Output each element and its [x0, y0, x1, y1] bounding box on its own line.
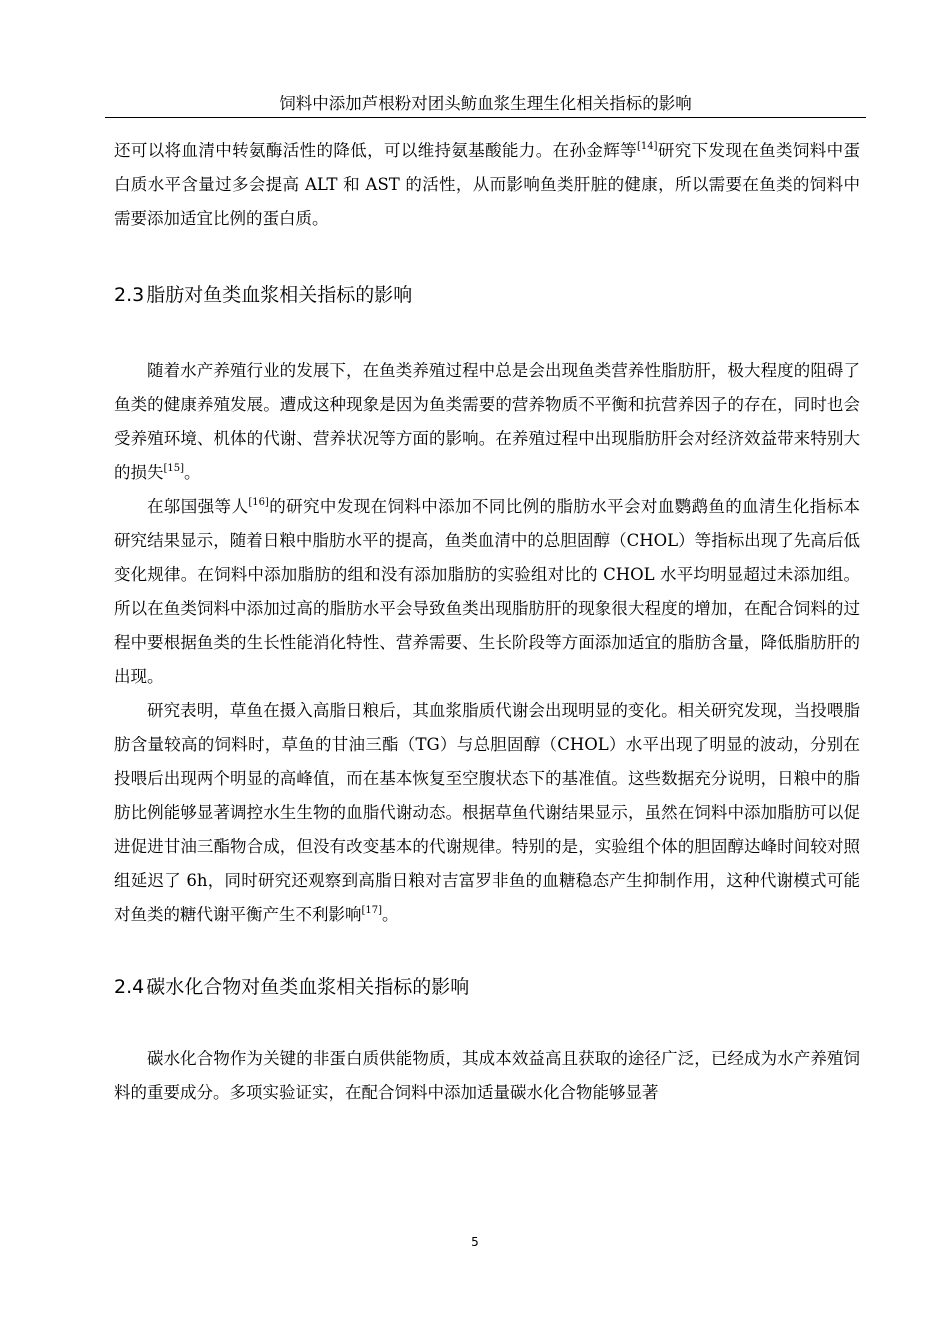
paragraph-text: 研究表明，草鱼在摄入高脂日粮后，其血浆脂质代谢会出现明显的变化。相关研究发现，当投喂脂肪含量较高的饲料时，草鱼的甘油三酯（TG）与总胆固醇（CHOL）水平出现了明显的波动，分别在投喂后出现两个明显的高峰值，而在基本恢复至空腹状态下的基准值。这些数据充分说明，日粮中的脂肪比例能够显著调控水生生物的血脂代谢动态。根据草鱼代谢结果显示，虽然在饲料中添加脂肪可以促进促进甘油三酯物合成，但没有改变基本的代谢规律。特别的是，实验组个体的胆固醇达峰时间较对照组延迟了 6h，同时研究还观察到高脂日粮对吉富罗非鱼的血糖稳态产生抑制作用，这种代谢模式可能对鱼类的糖代谢平衡产生不利影响 [114, 701, 860, 924]
paragraph-text: 研究下发现在鱼类饲料中蛋白质水平含量过多会提高 ALT 和 AST 的活性，从而影响鱼类肝脏的健康，所以需要在鱼类的饲料中需要添加适宜比例的蛋白质。 [114, 141, 861, 228]
body-paragraph [114, 354, 860, 490]
intro-paragraph [114, 134, 860, 236]
section-title: 脂肪对鱼类血浆相关指标的影响 [146, 284, 413, 306]
body-paragraph [114, 1042, 860, 1110]
section-heading-2-3 [114, 280, 860, 310]
paragraph-text: 碳水化合物作为关键的非蛋白质供能物质，其成本效益高且获取的途径广泛，已经成为水产养殖饲料的重要成分。多项实验证实，在配合饲料中添加适量碳水化合物能够显著 [114, 1049, 860, 1102]
paragraph-text: 的研究中发现在饲料中添加不同比例的脂肪水平会对血鹦鹉鱼的血清生化指标本研究结果显示，随着日粮中脂肪水平的提高，鱼类血清中的总胆固醇（CHOL）等指标出现了先高后低变化规律。在饲料中添加脂肪的组和没有添加脂肪的实验组对比的 CHOL 水平均明显超过未添加组。所以在鱼类饲料中添加过高的脂肪水平会导致鱼类出现脂肪肝的现象很大程度的增加，在配合饲料的过程中要根据鱼类的生长性能消化特性、营养需要、生长阶段等方面添加适宜的脂肪含量，降低脂肪肝的出现。 [114, 497, 861, 686]
citation-ref: [14] [637, 141, 658, 152]
citation-ref: [16] [248, 497, 269, 508]
body-paragraph [114, 490, 860, 694]
paragraph-text: 在邬国强等人 [147, 497, 249, 516]
section-number: 2.4 [114, 976, 145, 998]
citation-ref: [17] [361, 905, 383, 916]
paragraph-text: 。 [184, 463, 201, 482]
paragraph-text: 还可以将血清中转氨酶活性的降低，可以维持氨基酸能力。在孙金辉等 [114, 141, 638, 160]
paragraph-text: 。 [382, 905, 399, 924]
header-rule [105, 117, 866, 118]
section-number: 2.3 [114, 284, 145, 306]
section-heading-2-4 [114, 972, 860, 1002]
body-paragraph [114, 694, 860, 932]
section-title: 碳水化合物对鱼类血浆相关指标的影响 [146, 976, 470, 998]
page-number: 5 [471, 1235, 479, 1249]
paragraph-text: 随着水产养殖行业的发展下，在鱼类养殖过程中总是会出现鱼类营养性脂肪肝，极大程度的阻碍了鱼类的健康养殖发展。遭成这种现象是因为鱼类需要的营养物质不平衡和抗营养因子的存在，同时也会受养殖环境、机体的代谢、营养状况等方面的影响。在养殖过程中出现脂肪肝会对经济效益带来特别大的损失 [114, 361, 860, 482]
running-header: 饲料中添加芦根粉对团头鲂血浆生理生化相关指标的影响 [279, 94, 692, 113]
page-body [114, 134, 860, 1110]
citation-ref: [15] [163, 463, 185, 474]
